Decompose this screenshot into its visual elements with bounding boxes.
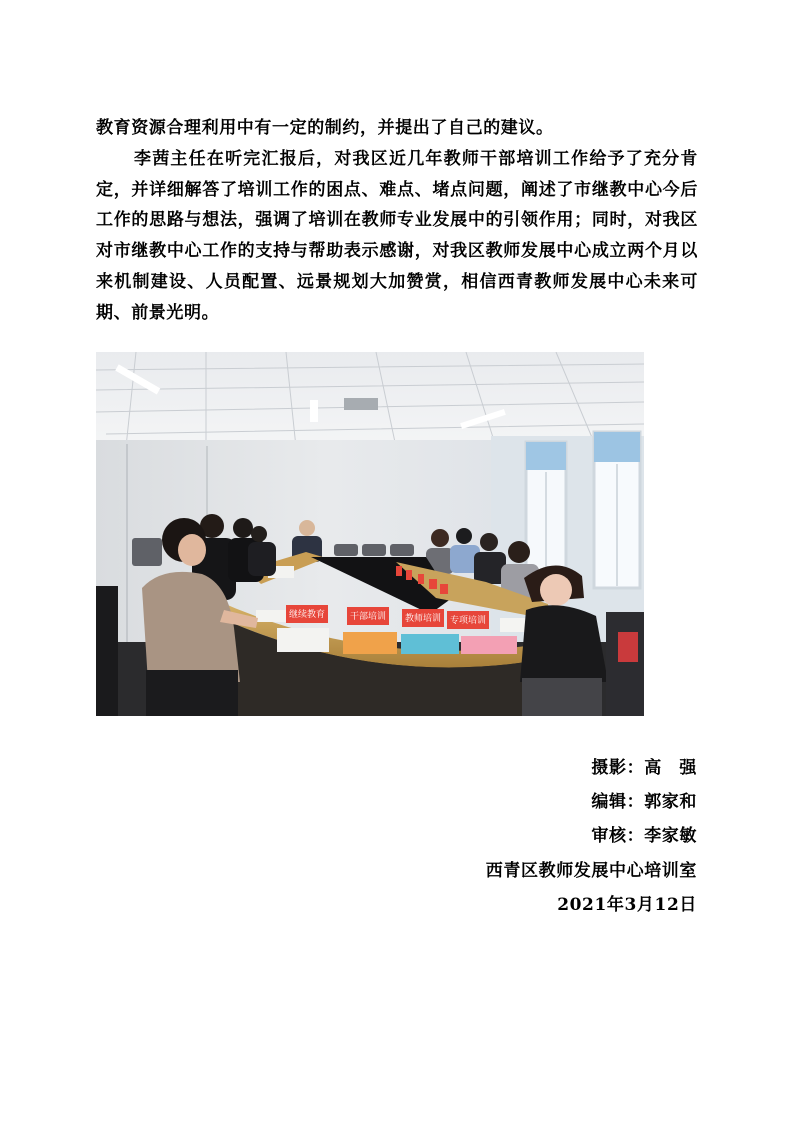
meeting-photo <box>96 352 644 716</box>
editor-credit: 编辑：郭家和 <box>591 792 697 812</box>
photographer-credit: 摄影：高 强 <box>591 758 697 778</box>
table-sign-3: 教师培训 <box>404 614 442 624</box>
table-sign-2: 干部培训 <box>349 612 387 622</box>
paragraph-main: 李茜主任在听完汇报后，对我区近几年教师干部培训工作给予了充分肯定，并详细解答了培训工作的困点、难点、堵点问题，阐述了市继教中心今后工作的思路与想法，强调了培训在教师专业发展中的引领作用；同时，对我区对市继教中心工作的支持与帮助表示感谢，对我区教师发展中心成立两个月以来机制建设、人员配置、远景规划大加赞赏，相信西青教师发展中心未来可期、前景光明。 <box>96 149 698 323</box>
reviewer-credit: 审核：李家敏 <box>591 826 697 846</box>
department-name: 西青区教师发展中心培训室 <box>485 861 697 881</box>
paragraph-continued: 教育资源合理利用中有一定的制约，并提出了自己的建议。 <box>96 118 554 138</box>
publish-date: 2021年3月12日 <box>557 895 697 915</box>
table-sign-4: 专项培训 <box>449 616 487 626</box>
table-sign-1: 继续教育 <box>288 610 326 620</box>
